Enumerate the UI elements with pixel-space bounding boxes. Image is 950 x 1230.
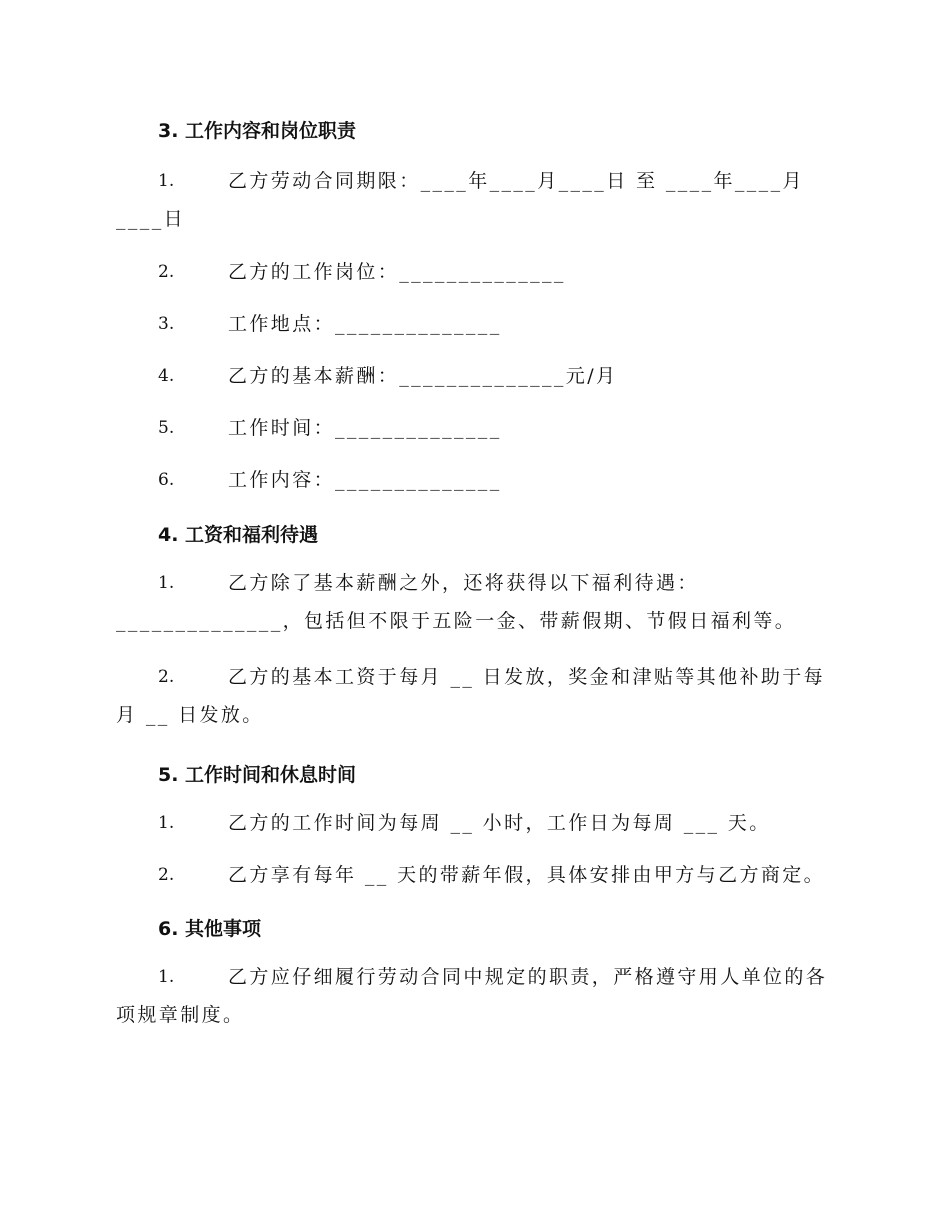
list-item	[116, 253, 832, 291]
list-item	[116, 461, 832, 499]
item-text: 乙方的工作时间为每周 __ 小时，工作日为每周 ___ 天。	[228, 812, 771, 834]
section-heading-3: 3. 工作内容和岗位职责	[158, 120, 357, 142]
list-item	[116, 409, 832, 447]
item-number: 1.	[158, 967, 175, 987]
list-item	[116, 162, 832, 238]
item-number: 2.	[158, 262, 175, 282]
list-item	[116, 658, 832, 734]
list-item	[116, 958, 832, 1034]
list-item	[116, 856, 832, 894]
item-text: 乙方除了基本薪酬之外，还将获得以下福利待遇：______________，包括但不限于五险一金、带薪假期、节假日福利等。	[116, 572, 797, 632]
section-heading-6: 6. 其他事项	[158, 918, 262, 940]
list-item	[116, 804, 832, 842]
item-text: 乙方的基本工资于每月 __ 日发放，奖金和津贴等其他补助于每月 __ 日发放。	[116, 666, 826, 726]
item-number: 1.	[158, 573, 175, 593]
item-number: 1.	[158, 813, 175, 833]
item-number: 5.	[158, 418, 175, 438]
section-heading-4: 4. 工资和福利待遇	[158, 524, 319, 546]
list-item	[116, 564, 832, 640]
item-number: 1.	[158, 171, 175, 191]
item-number: 2.	[158, 667, 175, 687]
section-heading-5: 5. 工作时间和休息时间	[158, 764, 357, 786]
list-item	[116, 357, 832, 395]
item-number: 2.	[158, 865, 175, 885]
item-text: 乙方的工作岗位：______________	[228, 261, 566, 283]
item-number: 4.	[158, 366, 175, 386]
item-text: 工作内容：______________	[228, 469, 502, 491]
item-text: 乙方劳动合同期限：____年____月____日 至 ____年____月____日	[116, 170, 804, 230]
item-text: 乙方享有每年 __ 天的带薪年假，具体安排由甲方与乙方商定。	[228, 864, 826, 886]
item-number: 6.	[158, 470, 175, 490]
item-text: 乙方应仔细履行劳动合同中规定的职责，严格遵守用人单位的各项规章制度。	[116, 966, 828, 1026]
item-text: 乙方的基本薪酬：______________元/月	[228, 365, 618, 387]
item-text: 工作时间：______________	[228, 417, 502, 439]
item-text: 工作地点：______________	[228, 313, 502, 335]
list-item	[116, 305, 832, 343]
item-number: 3.	[158, 314, 175, 334]
